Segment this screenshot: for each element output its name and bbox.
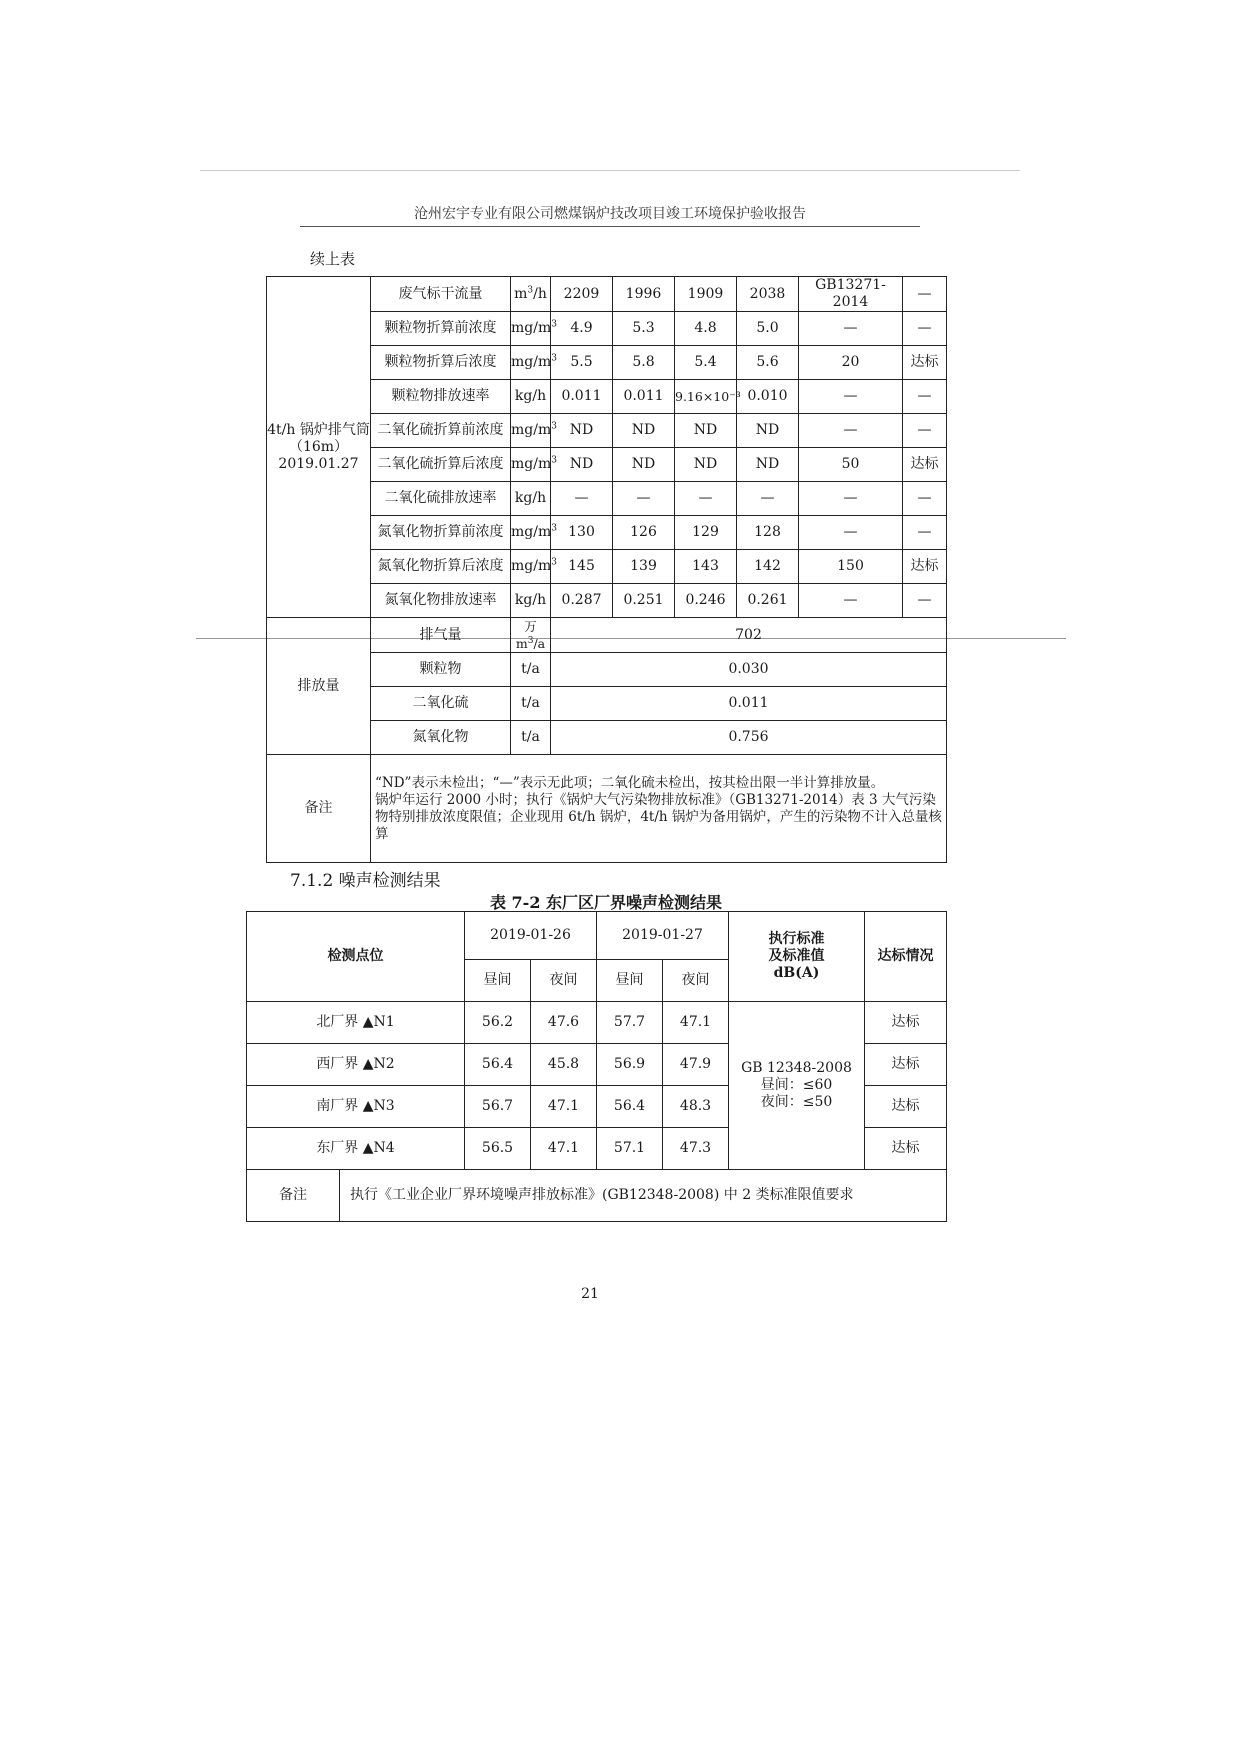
value-cell: ND	[613, 414, 675, 448]
value-cell: 56.5	[465, 1128, 531, 1170]
value-cell: ND	[613, 448, 675, 482]
value-cell: 56.4	[597, 1086, 663, 1128]
total-value-cell: 0.011	[551, 687, 947, 721]
value-cell: ND	[675, 414, 737, 448]
note-line2: 锅炉年运行 2000 小时；执行《锅炉大气污染物排放标准》（GB13271-2014）表 3 大气污染物特别排放浓度限值；企业现用 6t/h 锅炉，4t/h 锅炉为备用锅炉，产生的污染物不计入总量核算	[375, 791, 942, 842]
value-cell: 5.3	[613, 312, 675, 346]
table-row	[267, 618, 947, 653]
value-cell: ND	[675, 448, 737, 482]
value-cell: 145	[551, 550, 613, 584]
value-cell: 5.8	[613, 346, 675, 380]
standard-cell	[729, 1002, 865, 1170]
table-title: 表 7-2 东厂区厂界噪声检测结果	[489, 893, 723, 912]
section-title: 7.1.2 噪声检测结果	[290, 871, 441, 891]
result-cell: —	[903, 482, 947, 516]
unit-cell: $mg/m^3$	[511, 550, 551, 584]
point-cell: 南厂界 ▲N3	[247, 1086, 465, 1128]
value-cell: —	[675, 482, 737, 516]
result-cell: —	[903, 380, 947, 414]
header-rule	[300, 226, 920, 227]
day-header: 昼间	[597, 960, 663, 1002]
value-cell: 47.1	[663, 1002, 729, 1044]
source-line2: （16m）	[288, 438, 349, 455]
value-cell: 0.251	[613, 584, 675, 618]
unit-cell: kg/h	[511, 584, 551, 618]
value-cell: ND	[737, 414, 799, 448]
point-cell: 东厂界 ▲N4	[247, 1128, 465, 1170]
standard-cell: —	[799, 380, 903, 414]
value-cell: 1909	[675, 277, 737, 312]
result-cell: 达标	[865, 1044, 947, 1086]
point-cell: 北厂界 ▲N1	[247, 1002, 465, 1044]
table-row	[267, 277, 947, 312]
item-cell: 氮氧化物排放速率	[371, 584, 511, 618]
result-cell: 达标	[865, 1086, 947, 1128]
value-cell: 4.9	[551, 312, 613, 346]
unit-cell: $mg/m^3$	[511, 346, 551, 380]
item-cell: 氮氧化物折算前浓度	[371, 516, 511, 550]
note-label-cell: 备注	[247, 1170, 340, 1222]
unit-cell: 万 $m^3/a$	[511, 618, 551, 653]
standard-cell: 50	[799, 448, 903, 482]
standard-header-line1: 执行标准	[768, 931, 825, 947]
page-header: 沧州宏宇专业有限公司燃煤锅炉技改项目竣工环境保护验收报告	[414, 206, 806, 222]
value-cell: 9.16×10⁻³	[675, 380, 737, 414]
value-cell: 126	[613, 516, 675, 550]
standard-cell: 20	[799, 346, 903, 380]
noise-table	[246, 911, 947, 1222]
value-cell: —	[613, 482, 675, 516]
value-cell: 5.4	[675, 346, 737, 380]
unit-cell: $mg/m^3$	[511, 448, 551, 482]
total-value-cell: 0.756	[551, 721, 947, 755]
standard-cell: 150	[799, 550, 903, 584]
emission-table	[266, 276, 947, 863]
standard-line3: 夜间：≤50	[760, 1094, 833, 1110]
value-cell: 45.8	[531, 1044, 597, 1086]
value-cell: 2209	[551, 277, 613, 312]
value-cell: 143	[675, 550, 737, 584]
note-line1: “ND”表示未检出；“—”表示无此项；二氧化硫未检出，按其检出限一半计算排放量。	[375, 774, 885, 791]
value-cell: 0.287	[551, 584, 613, 618]
value-cell: 48.3	[663, 1086, 729, 1128]
standard-cell: GB13271-2014	[799, 277, 903, 312]
value-cell: ND	[551, 414, 613, 448]
item-cell: 二氧化硫折算后浓度	[371, 448, 511, 482]
result-cell: 达标	[865, 1002, 947, 1044]
result-cell: —	[903, 414, 947, 448]
standard-line1: GB 12348-2008	[741, 1060, 852, 1076]
night-header: 夜间	[531, 960, 597, 1002]
standard-header	[729, 912, 865, 1002]
emission-label-cell: 排放量	[267, 618, 371, 755]
scan-artifact	[200, 170, 1020, 171]
value-cell: 0.010	[737, 380, 799, 414]
value-cell: 139	[613, 550, 675, 584]
value-cell: 0.261	[737, 584, 799, 618]
standard-cell: —	[799, 516, 903, 550]
day-header: 昼间	[465, 960, 531, 1002]
value-cell: 56.2	[465, 1002, 531, 1044]
value-cell: ND	[737, 448, 799, 482]
value-cell: 1996	[613, 277, 675, 312]
result-cell: —	[903, 584, 947, 618]
value-cell: 0.011	[613, 380, 675, 414]
unit-cell: kg/h	[511, 380, 551, 414]
total-value-cell: 702	[551, 618, 947, 653]
note-label-cell: 备注	[267, 755, 371, 863]
value-cell: 57.1	[597, 1128, 663, 1170]
result-cell: —	[903, 312, 947, 346]
value-cell: 0.246	[675, 584, 737, 618]
result-cell: 达标	[865, 1128, 947, 1170]
item-cell: 排气量	[371, 618, 511, 653]
result-cell: 达标	[903, 550, 947, 584]
standard-cell: —	[799, 414, 903, 448]
item-cell: 颗粒物折算前浓度	[371, 312, 511, 346]
result-cell: 达标	[903, 346, 947, 380]
unit-cell: t/a	[511, 653, 551, 687]
item-cell: 颗粒物折算后浓度	[371, 346, 511, 380]
total-value-cell: 0.030	[551, 653, 947, 687]
value-cell: 5.0	[737, 312, 799, 346]
unit-cell: $mg/m^3$	[511, 516, 551, 550]
value-cell: 47.9	[663, 1044, 729, 1086]
result-header: 达标情况	[865, 912, 947, 1002]
value-cell: —	[737, 482, 799, 516]
value-cell: 56.7	[465, 1086, 531, 1128]
note-text-cell	[371, 755, 947, 863]
note-row	[267, 755, 947, 863]
result-cell: 达标	[903, 448, 947, 482]
value-cell: 130	[551, 516, 613, 550]
value-cell: 47.1	[531, 1086, 597, 1128]
value-cell: 47.6	[531, 1002, 597, 1044]
value-cell: ND	[551, 448, 613, 482]
unit-cell: kg/h	[511, 482, 551, 516]
date-header: 2019-01-26	[465, 912, 597, 960]
note-text-cell: 执行《工业企业厂界环境噪声排放标准》(GB12348-2008) 中 2 类标准限值要求	[340, 1170, 947, 1222]
item-cell: 颗粒物	[371, 653, 511, 687]
item-cell: 氮氧化物	[371, 721, 511, 755]
value-cell: 56.9	[597, 1044, 663, 1086]
value-cell: —	[551, 482, 613, 516]
source-line3: 2019.01.27	[278, 455, 359, 472]
source-line1: 4t/h 锅炉排气筒	[267, 421, 370, 438]
continued-label: 续上表	[310, 250, 356, 268]
value-cell: 0.011	[551, 380, 613, 414]
item-cell: 二氧化硫折算前浓度	[371, 414, 511, 448]
point-cell: 西厂界 ▲N2	[247, 1044, 465, 1086]
page-number: 21	[581, 1286, 599, 1302]
value-cell: 5.5	[551, 346, 613, 380]
unit-cell: t/a	[511, 687, 551, 721]
value-cell: 47.1	[531, 1128, 597, 1170]
item-cell: 二氧化硫排放速率	[371, 482, 511, 516]
value-cell: 129	[675, 516, 737, 550]
unit-cell: $mg/m^3$	[511, 414, 551, 448]
value-cell: 5.6	[737, 346, 799, 380]
note-row	[247, 1170, 947, 1222]
item-cell: 二氧化硫	[371, 687, 511, 721]
value-cell: 4.8	[675, 312, 737, 346]
standard-header-line3: dB(A)	[773, 965, 820, 981]
source-group-cell	[267, 277, 371, 618]
table-row	[247, 1002, 947, 1044]
standard-cell: —	[799, 584, 903, 618]
item-cell: 氮氧化物折算后浓度	[371, 550, 511, 584]
result-cell: —	[903, 277, 947, 312]
date-header: 2019-01-27	[597, 912, 729, 960]
standard-line2: 昼间：≤60	[760, 1077, 833, 1093]
result-cell: —	[903, 516, 947, 550]
standard-header-line2: 及标准值	[768, 948, 825, 964]
value-cell: 47.3	[663, 1128, 729, 1170]
point-header: 检测点位	[247, 912, 465, 1002]
value-cell: 142	[737, 550, 799, 584]
value-cell: 2038	[737, 277, 799, 312]
standard-cell: —	[799, 312, 903, 346]
unit-cell: t/a	[511, 721, 551, 755]
unit-cell: $m^3/h$	[511, 277, 551, 312]
night-header: 夜间	[663, 960, 729, 1002]
value-cell: 57.7	[597, 1002, 663, 1044]
item-cell: 颗粒物排放速率	[371, 380, 511, 414]
item-cell: 废气标干流量	[371, 277, 511, 312]
value-cell: 128	[737, 516, 799, 550]
value-cell: 56.4	[465, 1044, 531, 1086]
header-row	[247, 912, 947, 960]
unit-cell: $mg/m^3$	[511, 312, 551, 346]
standard-cell: —	[799, 482, 903, 516]
